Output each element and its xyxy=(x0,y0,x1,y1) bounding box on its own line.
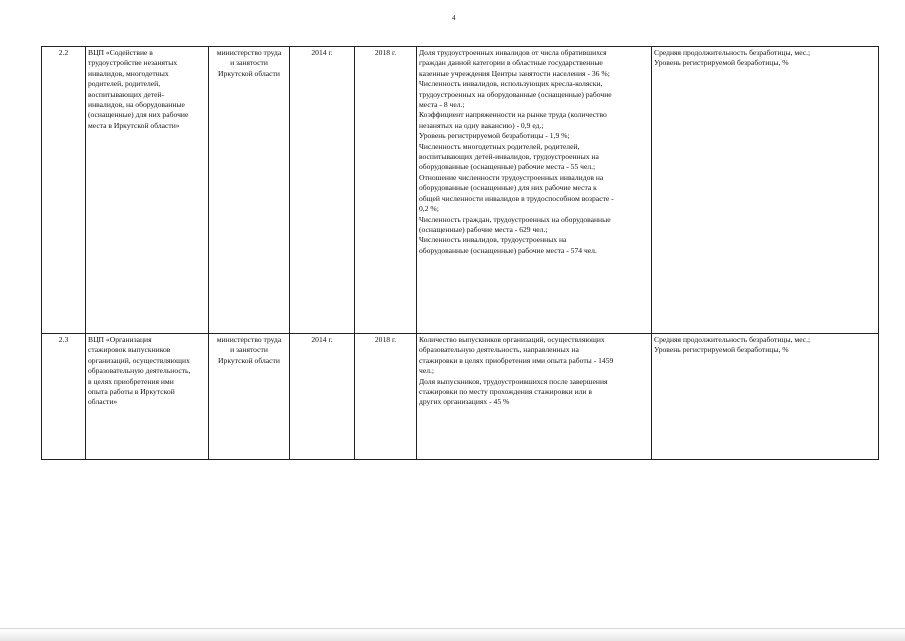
program-name-cell xyxy=(86,47,209,334)
text-line: оборудованные (оснащенные) рабочие места - 574 чел. xyxy=(419,245,597,255)
text-line: ВЦП «Содействие в xyxy=(88,48,153,57)
text-line: Средняя продолжительность безработицы, мес.; xyxy=(654,48,811,57)
executor-cell xyxy=(209,334,290,460)
start-year-cell: 2014 г. xyxy=(290,47,355,334)
text-line: граждан данной категории в областные государственные xyxy=(419,58,603,68)
goal-indicators-cell xyxy=(652,334,879,460)
text-line: инвалидов, многодетных xyxy=(88,68,169,78)
text-line: Численность инвалидов, использующих кресла-коляски, xyxy=(419,79,603,89)
start-year-cell: 2014 г. xyxy=(290,334,355,460)
text-line: оборудованные (оснащенные) рабочие места - 55 чел.; xyxy=(419,162,596,172)
text-line: Коэффициент напряженности на рынке труда (количество xyxy=(419,110,607,120)
text-line: общей численности инвалидов в трудоспособном возрасте - xyxy=(419,193,614,203)
end-year-cell: 2018 г. xyxy=(355,47,417,334)
text-line: Иркутской области xyxy=(218,355,280,365)
text-line: места - 8 чел.; xyxy=(419,100,465,110)
text-line: образовательную деятельность, xyxy=(88,366,191,376)
text-line: (оснащенные) рабочие места - 629 чел.; xyxy=(419,224,548,234)
page-number: 4 xyxy=(452,14,456,22)
program-name-cell xyxy=(86,334,209,460)
row-number-cell: 2.2 xyxy=(42,47,86,334)
text-line: стажировки по месту прохождения стажировки или в xyxy=(419,387,592,397)
text-line: трудоустройстве незанятых xyxy=(88,58,178,68)
text-line: министерство труда xyxy=(216,48,282,57)
text-line: опыта работы в Иркутской xyxy=(88,387,175,397)
text-line: Численность многодетных родителей, родителей, xyxy=(419,141,580,151)
text-line: воспитывающих детей- xyxy=(88,89,165,99)
text-line: Средняя продолжительность безработицы, мес.; xyxy=(654,335,811,344)
text-line: стажировки в целях приобретения ими опыта работы - 1459 xyxy=(419,355,614,365)
text-line: воспитывающих детей-инвалидов, трудоустроенных на xyxy=(419,152,599,162)
table-row xyxy=(42,47,879,334)
text-line: организаций, осуществляющих xyxy=(88,355,190,365)
text-line: оборудованные (оснащенные) для них рабочие места к xyxy=(419,183,597,193)
text-line: ВЦП «Организация xyxy=(88,335,152,344)
text-line: Доля трудоустроенных инвалидов от числа обратившихся xyxy=(419,48,607,57)
text-line: в целях приобретения ими xyxy=(88,376,174,386)
text-line: Уровень регистрируемой безработицы, % xyxy=(654,58,789,68)
row-number-cell: 2.3 xyxy=(42,334,86,460)
text-line: 0,2 %; xyxy=(419,204,439,214)
text-line: других организациях - 45 % xyxy=(419,397,510,407)
indicators-cell xyxy=(417,334,652,460)
text-line: стажировок выпускников xyxy=(88,345,171,355)
text-line: трудоустроенных на оборудованные (оснащенные) рабочие xyxy=(419,89,612,99)
text-line: Доля выпускников, трудоустроившихся после завершения xyxy=(419,376,608,386)
text-line: Отношение численности трудоустроенных инвалидов на xyxy=(419,172,604,182)
indicators-cell xyxy=(417,47,652,334)
text-line: и занятости xyxy=(230,345,268,355)
text-line: Уровень регистрируемой безработицы, % xyxy=(654,345,789,355)
table-row xyxy=(42,334,879,460)
text-line: Численность инвалидов, трудоустроенных на xyxy=(419,235,567,245)
text-line: образовательную деятельность, направленных на xyxy=(419,345,579,355)
text-line: родителей, родителей, xyxy=(88,79,161,89)
text-line: чел.; xyxy=(419,366,434,376)
scan-bottom-edge xyxy=(0,628,905,641)
text-line: Численность граждан, трудоустроенных на оборудованные xyxy=(419,214,611,224)
text-line: Количество выпускников организаций, осуществляющих xyxy=(419,335,605,344)
text-line: казенные учреждения Центры занятости населения - 36 %; xyxy=(419,68,610,78)
text-line: незанятых на одну вакансию) - 0,9 ед.; xyxy=(419,120,544,130)
text-line: Уровень регистрируемой безработицы - 1,9 %; xyxy=(419,131,570,141)
text-line: (оснащенные) для них рабочие xyxy=(88,110,189,120)
goal-indicators-cell xyxy=(652,47,879,334)
end-year-cell: 2018 г. xyxy=(355,334,417,460)
text-line: места в Иркутской области» xyxy=(88,120,180,130)
executor-cell xyxy=(209,47,290,334)
text-line: министерство труда xyxy=(216,335,282,344)
text-line: и занятости xyxy=(230,58,268,68)
text-line: инвалидов, на оборудованные xyxy=(88,100,185,110)
text-line: области» xyxy=(88,397,118,407)
text-line: Иркутской области xyxy=(218,68,280,78)
program-table xyxy=(41,46,879,460)
